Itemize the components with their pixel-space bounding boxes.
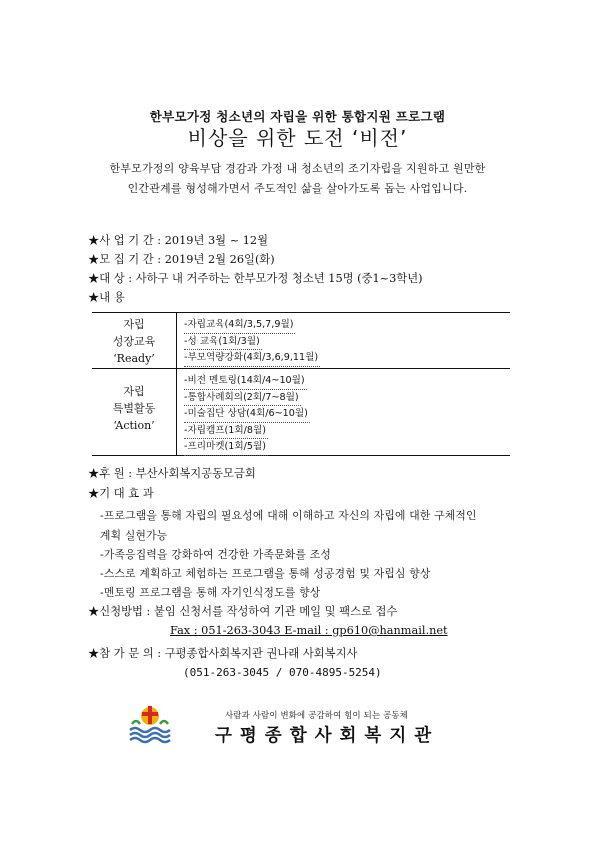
- table-divider-vertical: [176, 313, 177, 455]
- apply-method: ★신청방법 : 붙임 신청서를 작성하여 기관 메일 및 팩스로 접수: [88, 605, 398, 618]
- recruit-period: ★모 집 기 간 : 2019년 2월 26일(화): [88, 253, 275, 266]
- contact-fax-email: Fax : 051-263-3043 E-mail : gp610@hanmail.net: [170, 624, 448, 637]
- inquiry-phones: (051-263-3045 / 070-4895-5254): [183, 666, 382, 679]
- program-table: [92, 312, 510, 456]
- list-item: -프리마켓(1회/5월): [184, 439, 310, 456]
- sponsor: ★후 원 : 부산사회복지공동모금회: [88, 467, 256, 480]
- effect-item: -가족응집력을 강화하여 건강한 가족문화를 조성: [100, 548, 331, 561]
- table-divider-horizontal: [92, 368, 510, 369]
- action-items: [184, 373, 310, 456]
- list-item: -미술집단 상담(4회/6~10월): [184, 406, 310, 423]
- logo-leaf-right: [160, 721, 168, 724]
- effects-heading: ★기 대 효 과: [88, 487, 154, 500]
- effect-item: 계획 실현가능: [100, 529, 168, 542]
- category-label: ‘Ready’: [113, 352, 155, 365]
- category-label: 특별활동: [112, 402, 156, 415]
- logo-wave-2: [130, 733, 170, 737]
- effect-item: -스스로 계획하고 체험하는 프로그램을 통해 성공경험 및 자립심 향상: [100, 567, 431, 580]
- list-item: -부모역량강화(4회/3,6,9,11월): [184, 350, 320, 367]
- category-label: ‘Action’: [113, 419, 155, 432]
- category-ready: [92, 316, 176, 367]
- ready-items: [184, 317, 320, 367]
- intro-paragraph: [30, 159, 565, 199]
- category-label: 성장교육: [112, 335, 156, 348]
- logo-cross-horizontal: [142, 712, 158, 716]
- effect-item: -프로그램을 통해 자립의 필요성에 대해 이해하고 자신의 자립에 대한 구체적인: [100, 509, 477, 522]
- list-item: -성 교육(1회/3월): [184, 334, 320, 351]
- list-item: -비전 멘토링(14회/4~10월): [184, 373, 310, 390]
- intro-line-1: 한부모가정의 양육부담 경감과 가정 내 청소년의 조기자립을 지원하고 원만한: [109, 162, 486, 175]
- category-label: 자립: [123, 318, 145, 331]
- effect-item: -멘토링 프로그램을 통해 자기인식정도를 향상: [100, 586, 321, 599]
- organization-slogan: 사람과 사람이 변화에 공감하여 힘이 되는 공동체: [225, 710, 408, 720]
- intro-line-2: 인간관계를 형성해가면서 주도적인 삶을 살아가도록 돕는 사업입니다.: [127, 182, 468, 195]
- organization-name: 구평종합사회복지관: [215, 726, 440, 746]
- inquiry-line: ★참 가 문 의 : 구평종합사회복지관 권나래 사회복지사: [88, 647, 358, 660]
- category-action: [92, 383, 176, 434]
- list-item: -자립캠프(1회/8월): [184, 423, 310, 440]
- target-audience: ★대 상 : 사하구 내 거주하는 한부모가정 청소년 15명 (중1~3학년): [88, 272, 423, 285]
- logo-wave-3: [130, 738, 170, 742]
- list-item: -자립교육(4회/3,5,7,9월): [184, 317, 320, 334]
- list-item: -통합사례회의(2회/7~8월): [184, 390, 310, 407]
- organization-logo: [128, 702, 172, 744]
- logo-wave-1: [130, 728, 170, 732]
- category-label: 자립: [123, 385, 145, 398]
- program-subtitle: 한부모가정 청소년의 자립을 위한 통합지원 프로그램: [149, 109, 446, 124]
- logo-leaf-left: [132, 721, 140, 724]
- project-period: ★사 업 기 간 : 2019년 3월 ~ 12월: [88, 234, 268, 247]
- program-title: 비상을 위한 도전 ‘비전’: [187, 126, 408, 150]
- content-heading: ★내 용: [88, 291, 125, 304]
